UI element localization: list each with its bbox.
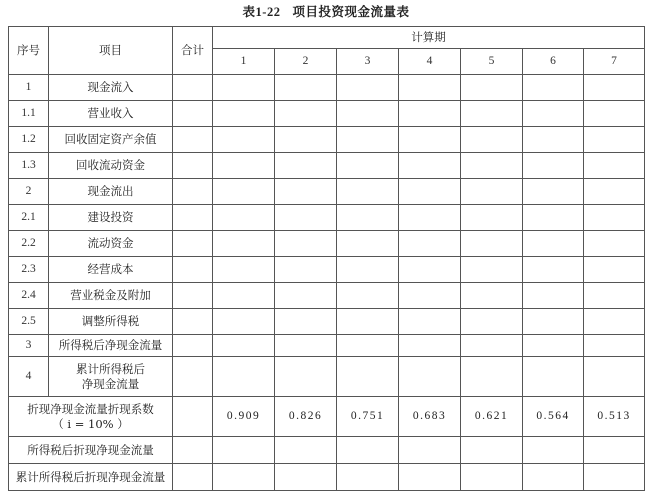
discount-factor-row — [9, 397, 645, 437]
empty-cell — [337, 127, 399, 153]
empty-cell — [461, 101, 523, 127]
empty-cell — [523, 179, 584, 205]
header-period: 3 — [337, 49, 399, 75]
empty-cell — [173, 101, 213, 127]
row-item: 回收流动资金 — [49, 153, 173, 179]
header-period: 5 — [461, 49, 523, 75]
footer-row-label: 所得税后折现净现金流量 — [9, 437, 173, 464]
empty-cell — [275, 335, 337, 357]
empty-cell — [461, 205, 523, 231]
empty-cell — [584, 75, 645, 101]
empty-cell — [173, 179, 213, 205]
empty-cell — [173, 309, 213, 335]
empty-cell — [337, 335, 399, 357]
empty-cell — [461, 437, 523, 464]
row-seq: 4 — [9, 357, 49, 397]
empty-cell — [337, 101, 399, 127]
empty-cell — [337, 205, 399, 231]
table-row — [9, 231, 645, 257]
discount-factor-value: 0.564 — [523, 397, 584, 437]
empty-cell — [399, 283, 461, 309]
empty-cell — [213, 464, 275, 491]
empty-cell — [399, 127, 461, 153]
empty-cell — [523, 464, 584, 491]
empty-cell — [275, 153, 337, 179]
empty-cell — [584, 179, 645, 205]
row-seq: 2.2 — [9, 231, 49, 257]
empty-cell — [584, 127, 645, 153]
empty-cell — [213, 309, 275, 335]
empty-cell — [275, 464, 337, 491]
row-item: 营业收入 — [49, 101, 173, 127]
row-item-line: 净现金流量 — [81, 376, 140, 391]
empty-cell — [213, 283, 275, 309]
empty-cell — [523, 101, 584, 127]
table-row — [9, 153, 645, 179]
empty-cell — [461, 309, 523, 335]
empty-cell — [461, 335, 523, 357]
empty-cell — [337, 179, 399, 205]
empty-cell — [523, 75, 584, 101]
header-period: 6 — [523, 49, 584, 75]
empty-cell — [173, 464, 213, 491]
empty-cell — [213, 205, 275, 231]
empty-cell — [173, 127, 213, 153]
empty-cell — [213, 75, 275, 101]
empty-cell — [275, 75, 337, 101]
empty-cell — [173, 231, 213, 257]
empty-cell — [213, 127, 275, 153]
discount-factor-value: 0.621 — [461, 397, 523, 437]
header-period: 4 — [399, 49, 461, 75]
table-row — [9, 283, 645, 309]
empty-cell — [337, 309, 399, 335]
empty-cell — [399, 257, 461, 283]
table-row — [9, 75, 645, 101]
table-title-text: 项目投资现金流量表 — [292, 4, 410, 19]
empty-cell — [275, 309, 337, 335]
empty-cell — [275, 231, 337, 257]
row-seq: 2.1 — [9, 205, 49, 231]
empty-cell — [275, 257, 337, 283]
header-total: 合计 — [173, 27, 213, 75]
empty-cell — [213, 101, 275, 127]
row-seq: 2.5 — [9, 309, 49, 335]
empty-cell — [399, 101, 461, 127]
row-seq: 1.3 — [9, 153, 49, 179]
table-row — [9, 357, 645, 397]
empty-cell — [213, 437, 275, 464]
empty-cell — [461, 257, 523, 283]
empty-cell — [275, 205, 337, 231]
empty-cell — [523, 257, 584, 283]
empty-cell — [523, 283, 584, 309]
row-seq: 1 — [9, 75, 49, 101]
empty-cell — [173, 397, 213, 437]
empty-cell — [461, 357, 523, 397]
empty-cell — [213, 179, 275, 205]
row-seq: 1.1 — [9, 101, 49, 127]
empty-cell — [584, 464, 645, 491]
empty-cell — [523, 437, 584, 464]
empty-cell — [523, 309, 584, 335]
row-item: 经营成本 — [49, 257, 173, 283]
empty-cell — [523, 153, 584, 179]
empty-cell — [213, 357, 275, 397]
empty-cell — [399, 357, 461, 397]
empty-cell — [461, 283, 523, 309]
row-item: 所得税后净现金流量 — [49, 335, 173, 357]
row-item: 回收固定资产余值 — [49, 127, 173, 153]
discount-factor-value: 0.826 — [275, 397, 337, 437]
empty-cell — [337, 464, 399, 491]
empty-cell — [461, 75, 523, 101]
table-row — [9, 335, 645, 357]
header-item: 项目 — [49, 27, 173, 75]
empty-cell — [173, 75, 213, 101]
empty-cell — [461, 464, 523, 491]
empty-cell — [173, 205, 213, 231]
row-seq: 1.2 — [9, 127, 49, 153]
empty-cell — [399, 205, 461, 231]
row-item: 现金流入 — [49, 75, 173, 101]
empty-cell — [461, 153, 523, 179]
empty-cell — [213, 231, 275, 257]
discount-factor-value: 0.683 — [399, 397, 461, 437]
row-seq: 2 — [9, 179, 49, 205]
table-row — [9, 309, 645, 335]
empty-cell — [399, 335, 461, 357]
cash-flow-table — [8, 26, 645, 491]
header-period: 2 — [275, 49, 337, 75]
empty-cell — [584, 153, 645, 179]
empty-cell — [337, 231, 399, 257]
empty-cell — [461, 127, 523, 153]
row-seq: 2.4 — [9, 283, 49, 309]
empty-cell — [523, 205, 584, 231]
empty-cell — [213, 257, 275, 283]
empty-cell — [584, 309, 645, 335]
empty-cell — [275, 283, 337, 309]
row-item: 营业税金及附加 — [49, 283, 173, 309]
header-period: 1 — [213, 49, 275, 75]
table-row — [9, 437, 645, 464]
empty-cell — [584, 205, 645, 231]
empty-cell — [275, 101, 337, 127]
empty-cell — [523, 127, 584, 153]
empty-cell — [461, 231, 523, 257]
empty-cell — [399, 309, 461, 335]
empty-cell — [461, 179, 523, 205]
empty-cell — [173, 257, 213, 283]
empty-cell — [213, 335, 275, 357]
row-item — [49, 357, 173, 397]
empty-cell — [337, 283, 399, 309]
empty-cell — [275, 179, 337, 205]
header-period-group: 计算期 — [213, 27, 645, 49]
empty-cell — [399, 153, 461, 179]
table-row — [9, 257, 645, 283]
row-item: 调整所得税 — [49, 309, 173, 335]
empty-cell — [337, 437, 399, 464]
empty-cell — [584, 437, 645, 464]
discount-factor-label-line: （ i = 10% ） — [52, 416, 129, 431]
discount-factor-value: 0.909 — [213, 397, 275, 437]
empty-cell — [275, 357, 337, 397]
empty-cell — [173, 153, 213, 179]
empty-cell — [337, 357, 399, 397]
table-row — [9, 464, 645, 491]
header-seq: 序号 — [9, 27, 49, 75]
empty-cell — [584, 357, 645, 397]
table-row — [9, 127, 645, 153]
empty-cell — [275, 127, 337, 153]
empty-cell — [399, 179, 461, 205]
empty-cell — [275, 437, 337, 464]
empty-cell — [173, 335, 213, 357]
empty-cell — [213, 153, 275, 179]
empty-cell — [399, 464, 461, 491]
empty-cell — [399, 231, 461, 257]
header-period: 7 — [584, 49, 645, 75]
empty-cell — [523, 335, 584, 357]
empty-cell — [584, 101, 645, 127]
empty-cell — [584, 335, 645, 357]
empty-cell — [523, 357, 584, 397]
discount-factor-label — [9, 397, 173, 437]
empty-cell — [173, 357, 213, 397]
empty-cell — [584, 257, 645, 283]
discount-factor-value: 0.751 — [337, 397, 399, 437]
empty-cell — [399, 437, 461, 464]
table-number: 表1-22 — [242, 5, 281, 19]
row-item: 建设投资 — [49, 205, 173, 231]
empty-cell — [399, 75, 461, 101]
discount-factor-value: 0.513 — [584, 397, 645, 437]
discount-factor-label-line: 折现净现金流量折现系数 — [27, 402, 154, 417]
table-row — [9, 205, 645, 231]
table-title — [0, 2, 652, 20]
empty-cell — [523, 231, 584, 257]
row-seq: 2.3 — [9, 257, 49, 283]
empty-cell — [584, 283, 645, 309]
table-row — [9, 179, 645, 205]
row-seq: 3 — [9, 335, 49, 357]
footer-row-label: 累计所得税后折现净现金流量 — [9, 464, 173, 491]
row-item: 流动资金 — [49, 231, 173, 257]
empty-cell — [584, 231, 645, 257]
row-item: 现金流出 — [49, 179, 173, 205]
empty-cell — [173, 283, 213, 309]
table-row — [9, 101, 645, 127]
row-item-line: 累计所得税后 — [76, 362, 145, 377]
empty-cell — [337, 153, 399, 179]
empty-cell — [173, 437, 213, 464]
empty-cell — [337, 257, 399, 283]
empty-cell — [337, 75, 399, 101]
